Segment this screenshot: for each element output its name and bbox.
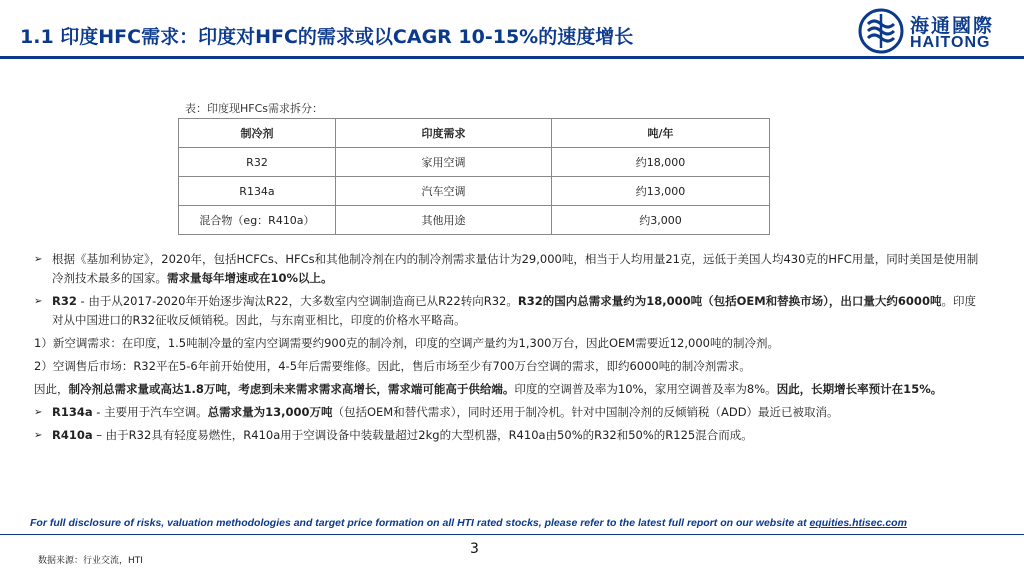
table-cell: 约13,000: [552, 177, 770, 206]
table-cell: 汽车空调: [336, 177, 552, 206]
column-header: 印度需求: [336, 119, 552, 148]
table-header-row: [179, 119, 770, 148]
table-row: [179, 177, 770, 206]
bullet-label: R134a: [52, 405, 93, 419]
logo-english-text: HAITONG: [910, 34, 991, 51]
haitong-logo-icon: [858, 8, 904, 54]
arrow-bullet-icon: ➢: [34, 430, 43, 441]
paragraph-emphasis: 制冷剂总需求量或高达1.8万吨，考虑到未来需求需求高增长，需求端可能高于供给端。: [68, 382, 515, 396]
table-row: [179, 148, 770, 177]
slide-title: 1.1 印度HFC需求：印度对HFC的需求或以CAGR 10-15%的速度增长: [20, 26, 634, 48]
table-cell: 家用空调: [336, 148, 552, 177]
page-number: 3: [470, 541, 479, 557]
paragraph-conclusion: [34, 380, 984, 399]
disclaimer-text: [30, 517, 907, 529]
footer-divider: [0, 534, 1024, 535]
table-cell: 混合物（eg：R410a）: [179, 206, 336, 235]
title-divider: [0, 56, 1024, 59]
bullet-label: R32: [52, 294, 77, 308]
column-header: 吨/年: [552, 119, 770, 148]
column-header: 制冷剂: [179, 119, 336, 148]
table-cell: 约3,000: [552, 206, 770, 235]
bullet-emphasis: R32的国内总需求量约为18,000吨（包括OEM和替换市场），出口量大约6000吨: [517, 294, 942, 308]
paragraph-aftermarket: 2）空调售后市场：R32平在5-6年前开始使用，4-5年后需要维修。因此，售后市场至少有700万台空调的需求，即约6000吨的制冷剂需求。: [34, 359, 751, 373]
bullet-text: 根据《基加利协定》，2020年，包括HCFCs、HFCs和其他制冷剂在内的制冷剂需求量估计为29,000吨，相当于人均用量21克，远低于美国人均430克的HFC用量，同时美国是使用制冷剂技术最多的国家。: [52, 252, 979, 285]
table-cell: R32: [179, 148, 336, 177]
paragraph-emphasis: 因此，长期增长率预计在15%。: [776, 382, 943, 396]
paragraph-text: 印度的空调普及率为10%，家用空调普及率为8%。: [514, 382, 777, 396]
analysis-body: [34, 250, 984, 449]
logo-chinese-text: 海通國際: [910, 15, 995, 37]
bullet-text: - 主要用于汽车空调。: [92, 405, 208, 419]
bullet-text: – 由于R32具有轻度易燃性，R410a用于空调设备中装载量超过2kg的大型机器，R410a由50%的R32和50%的R125混合而成。: [92, 428, 753, 442]
data-source: 数据来源：行业交流，HTI: [38, 556, 143, 566]
table-cell: 其他用途: [336, 206, 552, 235]
bullet-r410a: [34, 426, 984, 445]
disclaimer-body: For full disclosure of risks, valuation methodologies and target price formation on all HTI rated stocks, please refer to the latest full report on our website at: [30, 517, 810, 529]
bullet-text: （包括OEM和替代需求），同时还用于制冷机。针对中国制冷剂的反倾销税（ADD）最近已被取消。: [332, 405, 839, 419]
paragraph-new-ac: 1）新空调需求：在印度，1.5吨制冷量的室内空调需要约900克的制冷剂，印度的空调产量约为1,300万台，因此OEM需要近12,000吨的制冷剂。: [34, 336, 779, 350]
bullet-text: 。印度对从中国进口的R32征收反倾销税。因此，与东南亚相比，印度的价格水平略高。: [52, 294, 976, 327]
table-cell: 约18,000: [552, 148, 770, 177]
bullet-r32: [34, 292, 984, 330]
bullet-label: R410a: [52, 428, 93, 442]
bullet-kigali: [34, 250, 984, 288]
bullet-r134a: [34, 403, 984, 422]
arrow-bullet-icon: ➢: [34, 407, 43, 418]
hfc-demand-table: [178, 118, 770, 235]
bullet-text: - 由于从2017-2020年开始逐步淘汰R22，大多数室内空调制造商已从R22转向R32。: [76, 294, 518, 308]
bullet-emphasis: 总需求量为13,000万吨: [207, 405, 333, 419]
company-logo: [858, 8, 1008, 54]
bullet-emphasis: 需求量每年增速或在10%以上。: [167, 271, 333, 285]
website-link[interactable]: equities.htisec.com: [809, 517, 907, 529]
table-cell: R134a: [179, 177, 336, 206]
arrow-bullet-icon: ➢: [34, 254, 43, 265]
paragraph-text: 因此，: [34, 382, 69, 396]
table-row: [179, 206, 770, 235]
arrow-bullet-icon: ➢: [34, 296, 43, 307]
table-caption: 表：印度现HFCs需求拆分：: [185, 102, 324, 115]
